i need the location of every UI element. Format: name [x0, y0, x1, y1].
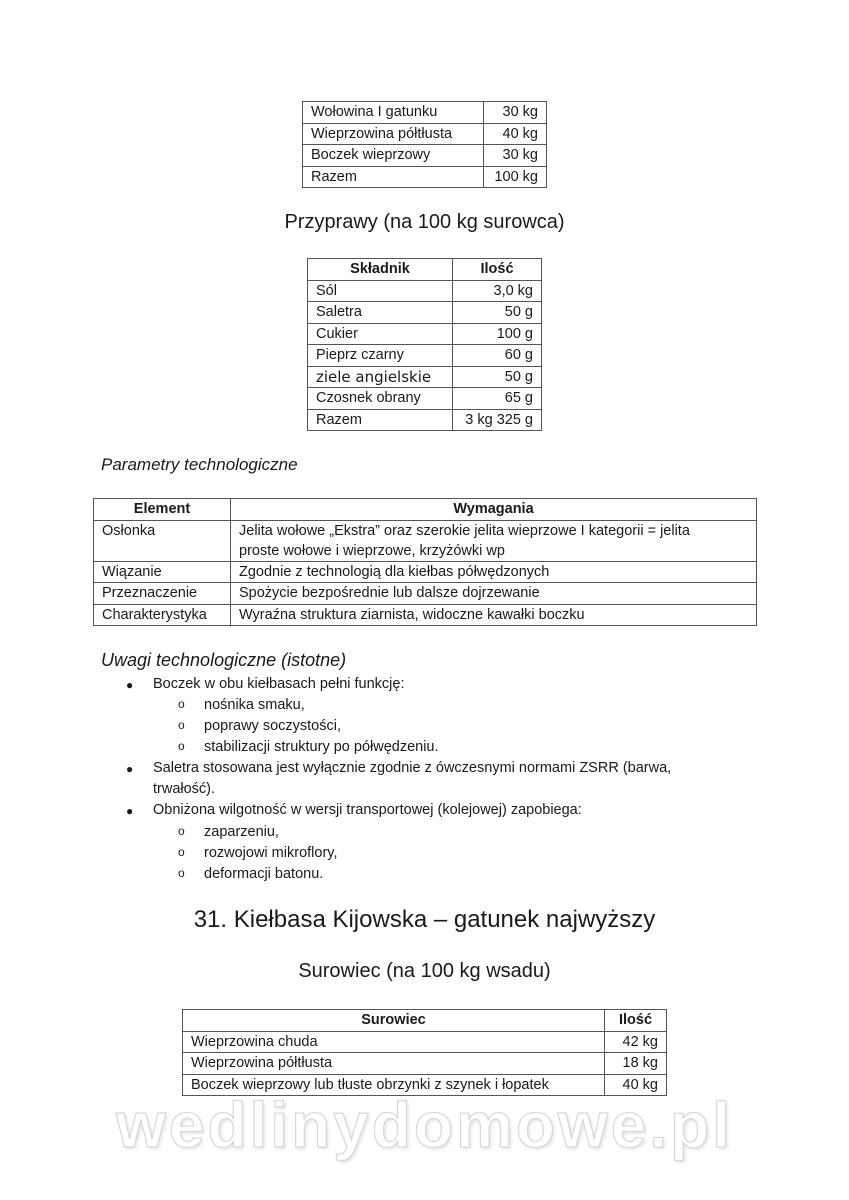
table-header: [308, 259, 542, 281]
cell: Saletra: [308, 302, 453, 324]
cell: 3,0 kg: [453, 280, 542, 302]
table-row: [303, 145, 547, 167]
list-item: poprawy soczystości,: [204, 718, 341, 734]
table-header: [94, 499, 757, 521]
cell: Osłonka: [94, 520, 231, 561]
table-row: [94, 604, 757, 626]
cell: 40 kg: [605, 1074, 667, 1096]
cell: Jelita wołowe „Ekstra” oraz szerokie jelita wieprzowe I kategorii = jelita proste wołowe i wieprzowe, krzyżówki wp: [231, 520, 757, 561]
table-row: [94, 583, 757, 605]
cell: 30 kg: [484, 102, 547, 124]
table-header: [183, 1010, 667, 1032]
header-cell: Element: [94, 499, 231, 521]
table-row: [303, 102, 547, 124]
cell: Cukier: [308, 323, 453, 345]
bullet-icon: ●: [126, 762, 134, 776]
cell: 100 g: [453, 323, 542, 345]
cell: Przeznaczenie: [94, 583, 231, 605]
table-row: [183, 1031, 667, 1053]
list-item: nośnika smaku,: [204, 697, 305, 713]
cell: Charakterystyka: [94, 604, 231, 626]
table-row: [94, 520, 757, 561]
header-cell: Wymagania: [231, 499, 757, 521]
cell: Wieprzowina chuda: [183, 1031, 605, 1053]
table-row: [308, 302, 542, 324]
meat-table: [302, 101, 547, 188]
notes-heading: Uwagi technologiczne (istotne): [101, 650, 347, 670]
table-row: [308, 323, 542, 345]
cell: Sól: [308, 280, 453, 302]
cell: 3 kg 325 g: [453, 409, 542, 431]
section-title: 31. Kiełbasa Kijowska – gatunek najwyższy: [193, 906, 656, 933]
cell: 60 g: [453, 345, 542, 367]
header-cell: Składnik: [308, 259, 453, 281]
cell: Razem: [303, 166, 484, 188]
cell: Zgodnie z technologią dla kiełbas półwędzonych: [231, 561, 757, 583]
list-item: Boczek w obu kiełbasach pełni funkcję:: [153, 676, 405, 692]
spices-table: [307, 258, 542, 431]
cell: Wieprzowina półtłusta: [183, 1053, 605, 1075]
circle-bullet-icon: o: [178, 739, 185, 753]
raw-material-table: [182, 1009, 667, 1096]
bullet-icon: ●: [126, 804, 134, 818]
cell: 100 kg: [484, 166, 547, 188]
table-row: [303, 166, 547, 188]
cell: Wołowina I gatunku: [303, 102, 484, 124]
cell: 40 kg: [484, 123, 547, 145]
table-row: [183, 1053, 667, 1075]
params-table: [93, 498, 757, 626]
circle-bullet-icon: o: [178, 866, 185, 880]
circle-bullet-icon: o: [178, 845, 185, 859]
cell: Czosnek obrany: [308, 388, 453, 410]
header-cell: Ilość: [605, 1010, 667, 1032]
list-item: Obniżona wilgotność w wersji transportowej (kolejowej) zapobiega:: [153, 802, 582, 818]
table-row: [303, 123, 547, 145]
table-row: [308, 388, 542, 410]
table-row: [308, 366, 542, 388]
circle-bullet-icon: o: [178, 697, 185, 711]
cell: 30 kg: [484, 145, 547, 167]
table-row: [308, 409, 542, 431]
list-item: Saletra stosowana jest wyłącznie zgodnie z ówczesnymi normami ZSRR (barwa,: [153, 760, 672, 776]
header-cell: Ilość: [453, 259, 542, 281]
list-item: stabilizacji struktury po półwędzeniu.: [204, 739, 439, 755]
cell: Spożycie bezpośrednie lub dalsze dojrzewanie: [231, 583, 757, 605]
table-row: [308, 345, 542, 367]
cell: Boczek wieprzowy lub tłuste obrzynki z szynek i łopatek: [183, 1074, 605, 1096]
cell: Razem: [308, 409, 453, 431]
list-item: zaparzeniu,: [204, 824, 279, 840]
bullet-icon: ●: [126, 678, 134, 692]
list-item-continuation: trwałość).: [153, 781, 216, 797]
list-item: deformacji batonu.: [204, 866, 324, 882]
circle-bullet-icon: o: [178, 824, 185, 838]
watermark: wedlinydomowe.pl: [116, 1089, 733, 1161]
cell: Wiązanie: [94, 561, 231, 583]
list-item: rozwojowi mikroflory,: [204, 845, 338, 861]
cell: ziele angielskie: [308, 366, 453, 388]
section-subheading: Surowiec (na 100 kg wsadu): [298, 960, 551, 982]
table-row: [94, 561, 757, 583]
spices-heading: Przyprawy (na 100 kg surowca): [284, 211, 565, 233]
cell: Wyraźna struktura ziarnista, widoczne kawałki boczku: [231, 604, 757, 626]
cell: Wieprzowina półtłusta: [303, 123, 484, 145]
circle-bullet-icon: o: [178, 718, 185, 732]
params-heading: Parametry technologiczne: [101, 455, 298, 474]
cell: 42 kg: [605, 1031, 667, 1053]
cell: 65 g: [453, 388, 542, 410]
cell: 50 g: [453, 302, 542, 324]
cell: 18 kg: [605, 1053, 667, 1075]
cell: Boczek wieprzowy: [303, 145, 484, 167]
table-row: [308, 280, 542, 302]
header-cell: Surowiec: [183, 1010, 605, 1032]
cell: 50 g: [453, 366, 542, 388]
cell: Pieprz czarny: [308, 345, 453, 367]
